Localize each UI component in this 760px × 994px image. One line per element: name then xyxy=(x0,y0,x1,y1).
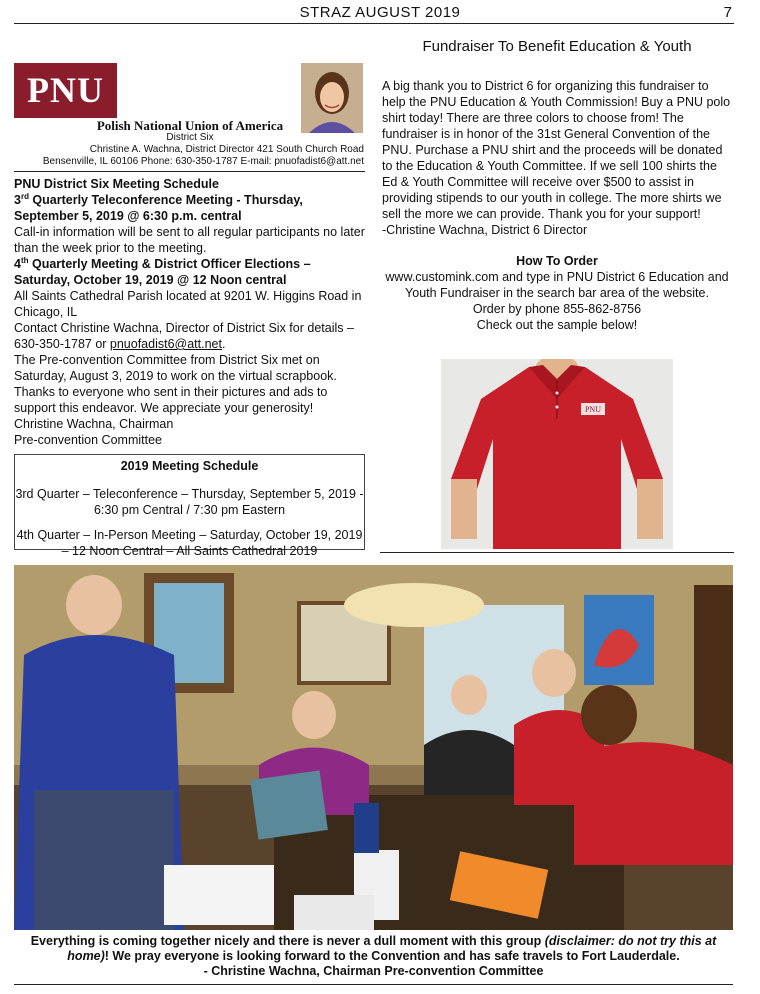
polo-shirt-photo xyxy=(441,359,673,549)
page-number: 7 xyxy=(723,4,732,21)
org-name: Polish National Union of America xyxy=(96,118,284,133)
bottom-divider xyxy=(14,984,733,985)
how-to-order-web: www.customink.com and type in PNU District 6 Education and Youth Fundraiser in the search bar area of the website. xyxy=(385,270,729,300)
q4-location: All Saints Cathedral Parish located at 9201 W. Higgins Road in Chicago, IL xyxy=(14,289,362,319)
schedule-row-q3: 3rd Quarter – Teleconference – Thursday, September 5, 2019 - 6:30 pm Central / 7:30 pm Eastern xyxy=(15,487,364,517)
photo-caption: Everything is coming together nicely and there is never a dull moment with this group (disclaimer: do not try this at home)! We pray everyone is looking forward to the Convention and has safe travels to Fort Lauderdale. - Christine Wachna, Chairman Pre-convention Committee xyxy=(30,934,717,978)
right-column-divider xyxy=(380,552,734,553)
signature-name: Christine Wachna, Chairman xyxy=(14,417,174,431)
fundraiser-title: Fundraiser To Benefit Education & Youth xyxy=(422,38,692,55)
fundraiser-signature: -Christine Wachna, District 6 Director xyxy=(382,223,588,237)
schedule-box-title: 2019 Meeting Schedule xyxy=(120,459,259,473)
committee-group-photo xyxy=(14,565,733,930)
q4-heading: 4th Quarterly Meeting & District Officer Elections – Saturday, October 19, 2019 @ 12 Noon central xyxy=(14,255,311,287)
precon-body: The Pre-convention Committee from District Six met on Saturday, August 3, 2019 to work on the virtual scrapbook. Thanks to everyone who sent in their pictures and ads to support this endeavor. We appreciate your generosity! xyxy=(14,353,337,415)
newsletter-title: STRAZ AUGUST 2019 xyxy=(299,4,461,21)
meeting-schedule-box xyxy=(14,454,365,558)
fundraiser-article xyxy=(382,78,734,238)
signature-committee: Pre-convention Committee xyxy=(14,433,162,447)
header-divider xyxy=(14,23,734,24)
org-divider xyxy=(14,171,365,172)
schedule-row-q4: 4th Quarter – In-Person Meeting – Saturday, October 19, 2019 – 12 Noon Central – All Saints Cathedral 2019 xyxy=(16,528,363,558)
email-link[interactable]: pnuofadist6@att.net xyxy=(109,337,222,351)
schedule-heading: PNU District Six Meeting Schedule xyxy=(14,177,219,191)
pnu-logo: PNU xyxy=(14,63,117,118)
q3-body: Call-in information will be sent to all regular participants no later than the week prior to the meeting. xyxy=(14,225,365,255)
district-six-article xyxy=(14,176,366,448)
caption-signature: - Christine Wachna, Chairman Pre-convention Committee xyxy=(203,964,544,978)
q3-heading: 3rd Quarterly Teleconference Meeting - Thursday, September 5, 2019 @ 6:30 p.m. central xyxy=(14,191,303,223)
fundraiser-body: A big thank you to District 6 for organizing this fundraiser to help the PNU Education & Youth Commission! Buy a PNU polo shirt today! There are three colors to choose from! The fundraiser is in honor of the 31st General Convention of the PNU. Purchase a PNU shirt and the proceeds will be donated to the Education & Youth Committee. If we sell 100 shirts the Ed & Youth Committee will receive over $500 to assist in providing stipends to our youth in college. The more shirts we sell the more we can provide. Thank you for your support! xyxy=(382,79,731,221)
how-to-order-phone: Order by phone 855-862-8756 xyxy=(472,302,642,316)
q4-contact: Contact Christine Wachna, Director of District Six for details – 630-350-1787 or pnuofadist6@att.net. xyxy=(14,321,354,351)
how-to-order-sample: Check out the sample below! xyxy=(476,318,638,332)
org-address-line1: Christine A. Wachna, District Director 421 South Church Road xyxy=(89,144,364,155)
how-to-order-title: How To Order xyxy=(516,254,598,268)
shirt-logo-text: PNU xyxy=(584,405,602,414)
org-address-line2: Bensenville, IL 60106 Phone: 630-350-1787 E-mail: pnuofadist6@att.net xyxy=(42,156,364,167)
org-district: District Six xyxy=(166,132,214,143)
how-to-order xyxy=(380,253,734,333)
